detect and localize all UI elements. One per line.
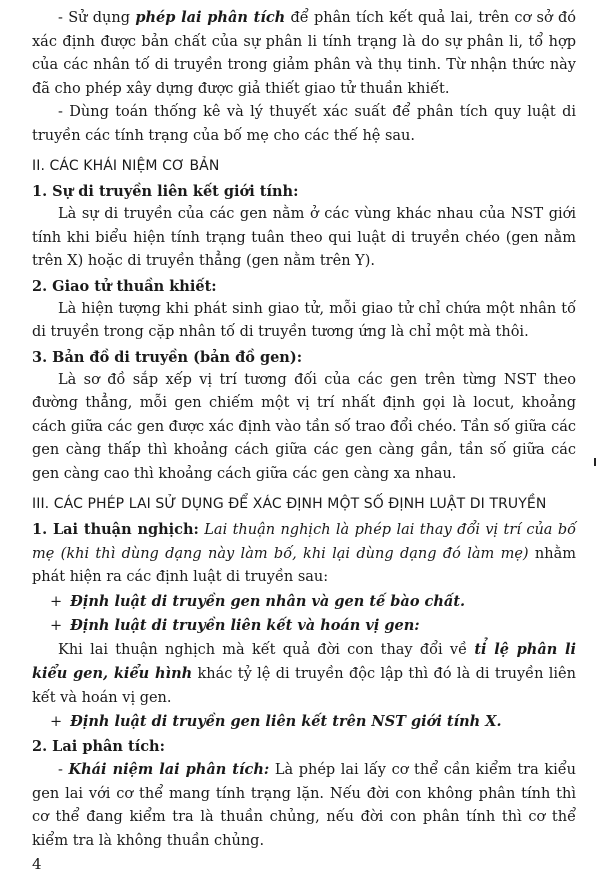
- margin-mark: [594, 458, 596, 466]
- section-2-item-3-text: Là sơ đồ sắp xếp vị trí tương đối của các gen trên từng NST theo đường thẳng, mỗi gen chiếm một vị trí nhất định gọi là locut, khoảng cách giữa các gen được xác định vào tần số trao đổi chéo. Tần số giữa các gen càng thấp thì khoảng cách giữa các gen càng gần, tần số giữa các gen càng cao thì khoảng cách giữa các gen càng xa nhau.: [32, 371, 576, 482]
- section-3-item-1: 1. Lai thuận nghịch: Lai thuận nghịch là phép lai thay đổi vị trí của bố mẹ (khi thì dùng dạng này làm bố, khi lại dùng dạng đó làm mẹ) nhằm phát hiện ra các định luật di truyền sau:: [32, 521, 576, 585]
- note-paragraph: Khi lai thuận nghịch mà kết quả đời con thay đổi về tỉ lệ phân li kiểu gen, kiểu hình khác tỷ lệ di truyền độc lập thì đó là di truyền liên kết và hoán vị gen.: [32, 640, 576, 706]
- bullet-item-3: + Định luật di truyền gen liên kết trên NST giới tính X.: [50, 713, 502, 730]
- section-2-item-3-title: 3. Bản đồ di truyền (bản đồ gen):: [32, 348, 303, 366]
- section-2-item-1-title: 1. Sự di truyền liên kết giới tính:: [32, 183, 299, 200]
- section-2-item-2-title: 2. Giao tử thuần khiết:: [32, 277, 217, 295]
- section-2-item-1-text: Là sự di truyền của các gen nằm ở các vùng khác nhau của NST giới tính khi biểu hiện tính trạng tuân theo qui luật di truyền chéo (gen nằm trên X) hoặc di truyền thẳng (gen nằm trên Y).: [32, 206, 576, 269]
- section-3-item-2-text: - Khái niệm lai phân tích: Là phép lai lấy cơ thể cần kiểm tra kiểu gen lai với cơ thể mang tính trạng lặn. Nếu đời con không phân tính thì cơ thể đang kiểm tra là thuần chủng, nếu đời con phân tính thì cơ thể kiểm tra là không thuần chủng.: [32, 761, 576, 849]
- page-number: 4: [32, 855, 42, 873]
- section-2-heading: II. CÁC KHÁI NIỆM CƠ BẢN: [32, 158, 220, 174]
- section-3-heading: III. CÁC PHÉP LAI SỬ DỤNG ĐỂ XÁC ĐỊNH MỘT SỐ ĐỊNH LUẬT DI TRUYỀN: [32, 496, 547, 512]
- page-content: [32, 6, 576, 853]
- section-2-item-2-text: Là hiện tượng khi phát sinh giao tử, mỗi giao tử chỉ chứa một nhân tố di truyền trong cặp nhân tố di truyền tương ứng là chỉ một mà thôi.: [32, 300, 576, 340]
- intro-paragraph-2: - Dùng toán thống kê và lý thuyết xác suất để phân tích quy luật di truyền các tính trạng của bố mẹ cho các thế hệ sau.: [32, 104, 576, 144]
- section-3-item-1-title: 1. Lai thuận nghịch:: [32, 521, 199, 538]
- intro-paragraph-1: - Sử dụng phép lai phân tích để phân tích kết quả lai, trên cơ sở đó xác định được bản chất của sự phân li tính trạng là do sự phân li, tổ hợp của các nhân tố di truyền trong giảm phân và thụ tinh. Từ nhận thức này đã cho phép xây dựng được giả thiết giao tử thuần khiết.: [32, 9, 576, 97]
- bullet-item-2: + Định luật di truyền liên kết và hoán vị gen:: [50, 616, 420, 634]
- bullet-item-1: + Định luật di truyền gen nhân và gen tế bào chất.: [50, 592, 466, 610]
- section-3-item-2-title: 2. Lai phân tích:: [32, 738, 165, 755]
